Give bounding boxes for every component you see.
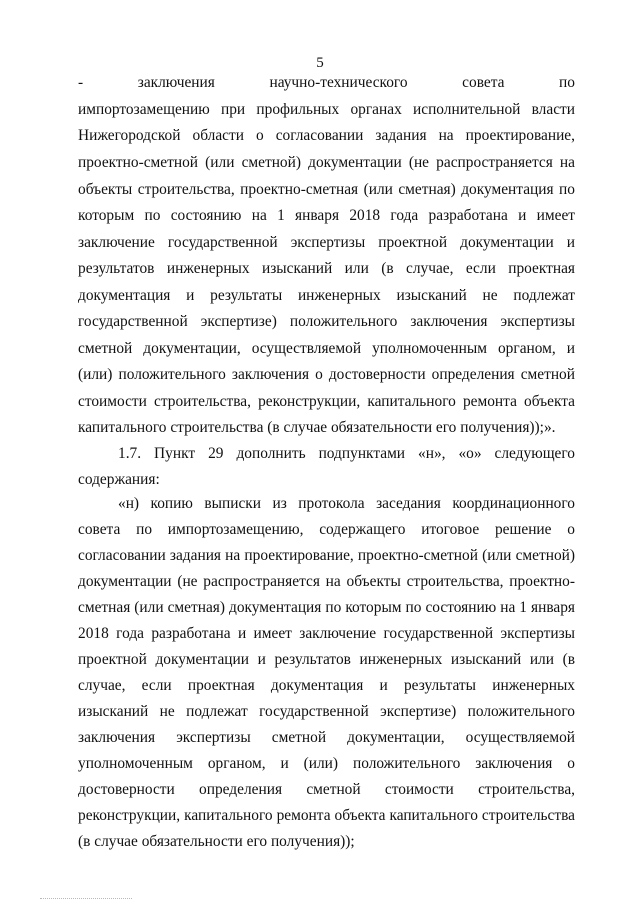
- text-line-1: - заключения научно-технического совета по: [78, 74, 575, 91]
- text-line-17: «н) копию выписки из протокола заседания координационного: [118, 495, 575, 512]
- text-line-11: сметной документации, осуществляемой уполномоченным органом, и: [78, 340, 575, 357]
- text-line-19: согласовании задания на проектирование, проектно-сметной (или сметной): [78, 547, 575, 564]
- text-line-20: документации (не распространяется на объекты строительства, проектно-: [78, 573, 575, 590]
- text-line-18: совета по импортозамещению, содержащего итоговое решение о: [78, 521, 575, 538]
- page-number: 5: [316, 55, 324, 71]
- text-line-7: заключение государственной экспертизы проектной документации и: [78, 234, 575, 251]
- text-line-21: сметная (или сметная) документация по которым по состоянию на 1 января: [78, 599, 575, 616]
- footer-rule: [40, 898, 132, 900]
- text-line-5: объекты строительства, проектно-сметная (или сметная) документация по: [78, 181, 575, 198]
- text-line-25: изысканий не подлежат государственной экспертизе) положительного: [78, 703, 575, 720]
- text-line-22: 2018 года разработана и имеет заключение государственной экспертизы: [78, 625, 575, 642]
- text-line-26: заключения экспертизы сметной документации, осуществляемой: [78, 729, 575, 746]
- text-line-27: уполномоченным органом, и (или) положительного заключения о: [78, 755, 575, 772]
- text-line-15: 1.7. Пункт 29 дополнить подпунктами «н», «о» следующего: [118, 445, 575, 462]
- text-line-23: проектной документации и результатов инженерных изысканий или (в: [78, 651, 575, 668]
- text-line-13: стоимости строительства, реконструкции, капитального ремонта объекта: [78, 393, 575, 410]
- text-line-16: содержания:: [78, 471, 160, 488]
- text-line-12: (или) положительного заключения о достоверности определения сметной: [78, 366, 575, 383]
- text-line-2: импортозамещению при профильных органах исполнительной власти: [78, 101, 575, 118]
- text-line-3: Нижегородской области о согласовании задания на проектирование,: [78, 127, 575, 144]
- text-line-10: государственной экспертизе) положительного заключения экспертизы: [78, 313, 575, 330]
- text-line-30: (в случае обязательности его получения));: [78, 833, 355, 850]
- text-line-6: которым по состоянию на 1 января 2018 года разработана и имеет: [78, 207, 575, 224]
- text-line-29: реконструкции, капитального ремонта объекта капитального строительства: [78, 807, 575, 824]
- text-line-28: достоверности определения сметной стоимости строительства,: [78, 781, 575, 798]
- text-line-14: капитального строительства (в случае обязательности его получения));».: [78, 419, 556, 436]
- text-line-9: документация и результаты инженерных изысканий не подлежат: [78, 287, 575, 304]
- text-line-8: результатов инженерных изысканий или (в случае, если проектная: [78, 260, 575, 277]
- text-line-24: случае, если проектная документация и результаты инженерных: [78, 677, 575, 694]
- text-line-4: проектно-сметной (или сметной) документации (не распространяется на: [78, 154, 575, 171]
